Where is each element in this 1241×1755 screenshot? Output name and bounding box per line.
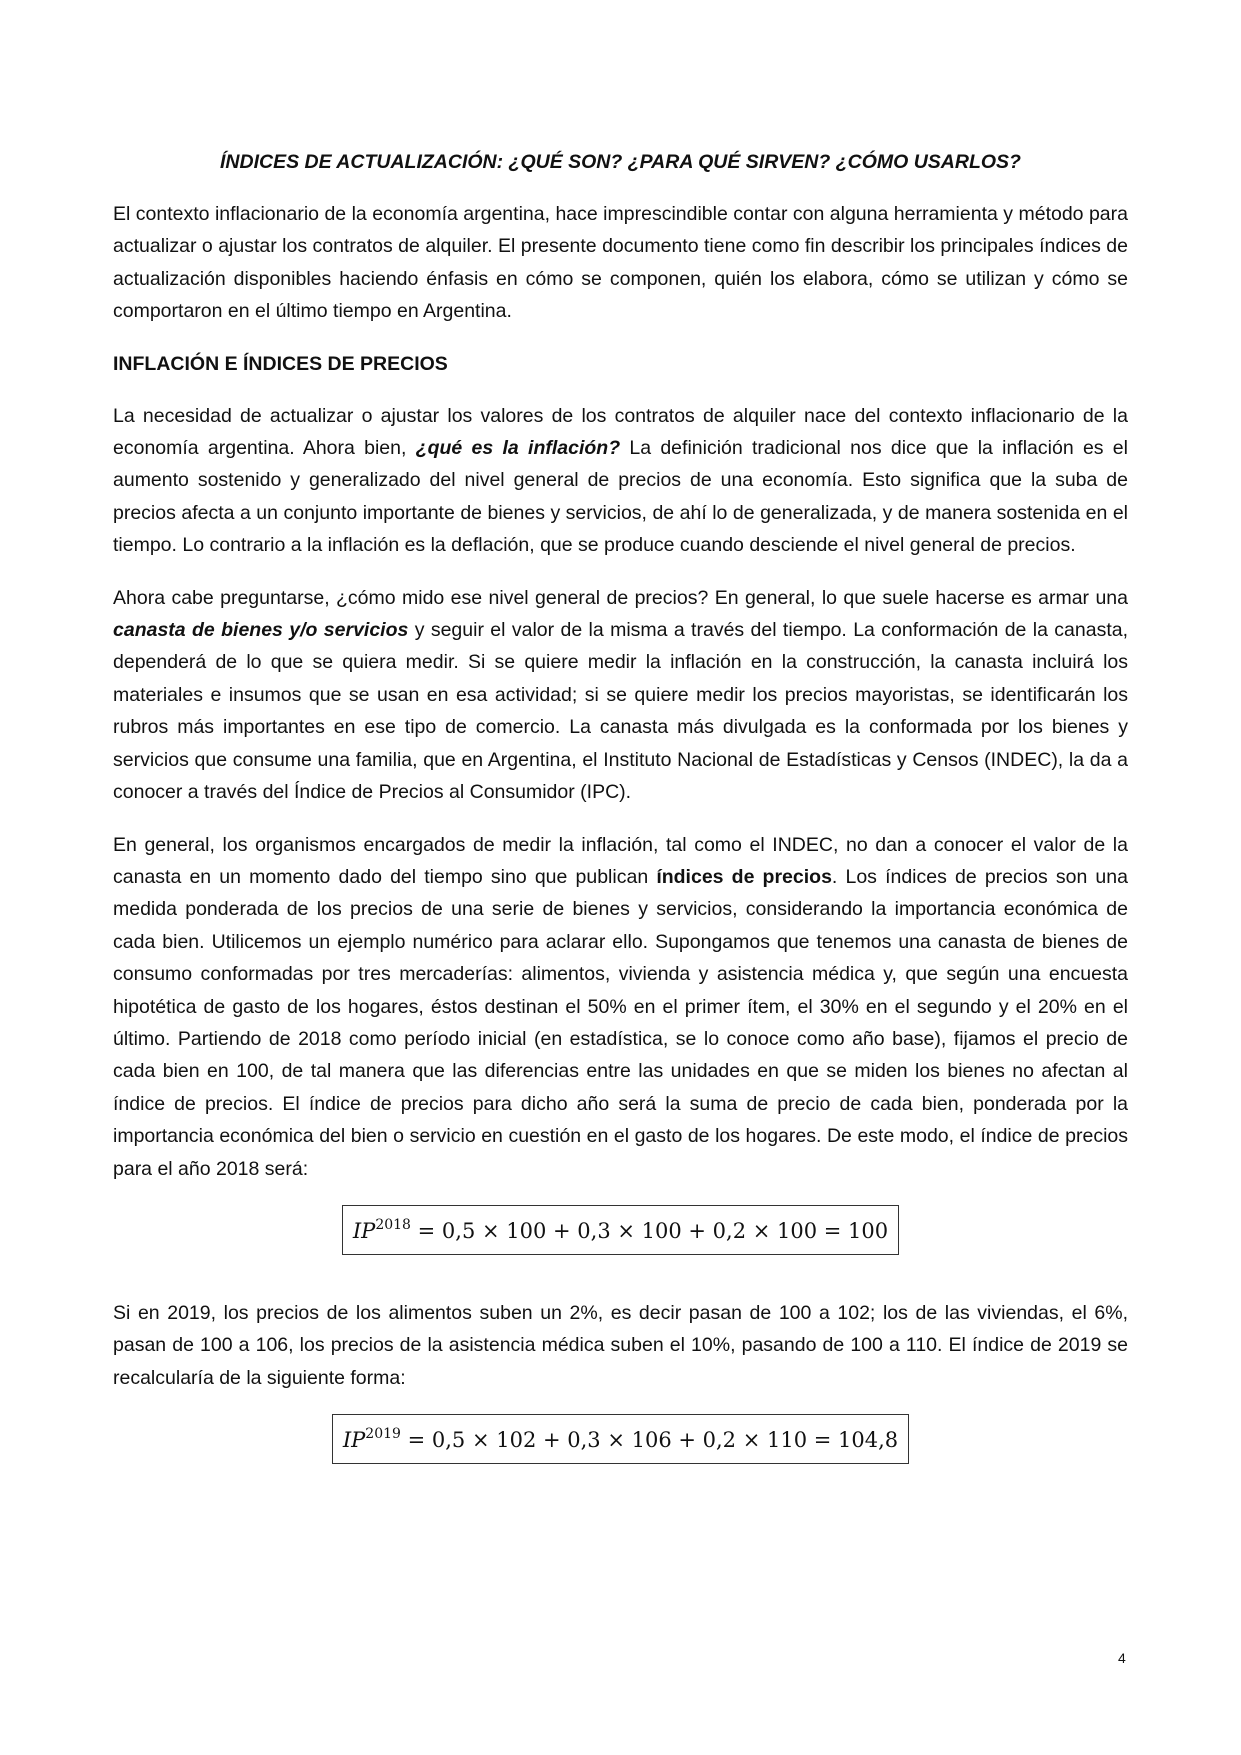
- formula-expression: = 0,5 × 102 + 0,3 × 106 + 0,2 × 110 = 104,8: [407, 1428, 899, 1453]
- paragraph-basket: [113, 582, 1128, 809]
- paragraph-text: y seguir el valor de la misma a través del tiempo. La conformación de la canasta, dependerá de lo que se quiera medir. Si se quiere medir la inflación en la construcción, la canasta incluirá los materiales e insumos que se usan en esa actividad; si se quiere medir los precios mayoristas, se identificarán los rubros más importantes en ese tipo de comercio. La canasta más divulgada es la conformada por los bienes y servicios que consume una familia, que en Argentina, el Instituto Nacional de Estadísticas y Censos (INDEC), la da a conocer a través del Índice de Precios al Consumidor (IPC).: [113, 619, 1128, 804]
- intro-paragraph: El contexto inflacionario de la economía argentina, hace imprescindible contar con alguna herramienta y método para actualizar o ajustar los contratos de alquiler. El presente documento tiene como fin describir los principales índices de actualización disponibles haciendo énfasis en cómo se componen, quién los elabora, cómo se utilizan y cómo se comportaron en el último tiempo en Argentina.: [113, 203, 1128, 323]
- paragraph-price-index: [113, 829, 1128, 1185]
- formula-symbol: IP: [342, 1428, 366, 1453]
- formula-2019-wrapper: [113, 1414, 1128, 1464]
- page-number: 4: [1118, 1650, 1126, 1666]
- formula-year: 2019: [365, 1426, 401, 1443]
- paragraph-text: . Los índices de precios son una medida ponderada de los precios de una serie de bienes y servicios, considerando la importancia económica de cada bien. Utilicemos un ejemplo numérico para aclarar ello. Supongamos que tenemos una canasta de bienes de consumo conformadas por tres mercaderías: alimentos, vivienda y asistencia médica y, que según una encuesta hipotética de gasto de los hogares, éstos destinan el 50% en el primer ítem, el 30% en el segundo y el 20% en el último. Partiendo de 2018 como período inicial (en estadística, se lo conoce como año base), fijamos el precio de cada bien en 100, de tal manera que las diferencias entre las unidades en que se miden los bienes no afectan al índice de precios. El índice de precios para dicho año será la suma de precio de cada bien, ponderada por la importancia económica del bien o servicio en cuestión en el gasto de los hogares. De este modo, el índice de precios para el año 2018 será:: [113, 865, 1128, 1180]
- formula-2018: [342, 1205, 899, 1255]
- emphasis-price-index: índices de precios: [656, 865, 832, 888]
- emphasis-question: ¿qué es la inflación?: [415, 437, 621, 460]
- document-title: ÍNDICES DE ACTUALIZACIÓN: ¿QUÉ SON? ¿PARA QUÉ SIRVEN? ¿CÓMO USARLOS?: [220, 151, 1021, 173]
- formula-expression: = 0,5 × 100 + 0,3 × 100 + 0,2 × 100 = 100: [417, 1218, 889, 1243]
- formula-2019: [332, 1414, 909, 1464]
- paragraph-text: En general, los organismos encargados de medir la inflación, tal como el INDEC, no dan a conocer el valor de la canasta en un momento dado del tiempo sino que publican: [113, 833, 1128, 888]
- paragraph-text: Ahora cabe preguntarse, ¿cómo mido ese nivel general de precios? En general, lo que suele hacerse es armar una: [113, 586, 1128, 609]
- formula-year: 2018: [375, 1216, 411, 1233]
- paragraph-text: La necesidad de actualizar o ajustar los valores de los contratos de alquiler nace del contexto inflacionario de la economía argentina. Ahora bien,: [113, 404, 1128, 460]
- paragraph-inflation-definition: [113, 400, 1128, 562]
- section-heading: INFLACIÓN E ÍNDICES DE PRECIOS: [113, 352, 448, 375]
- emphasis-basket: canasta de bienes y/o servicios: [113, 619, 409, 642]
- paragraph-2019-example: Si en 2019, los precios de los alimentos suben un 2%, es decir pasan de 100 a 102; los de las viviendas, el 6%, pasan de 100 a 106, los precios de la asistencia médica suben el 10%, pasando de 100 a 110. El índice de 2019 se recalcularía de la siguiente forma:: [113, 1301, 1128, 1389]
- formula-symbol: IP: [352, 1218, 376, 1243]
- page-content: [113, 146, 1128, 1506]
- formula-2018-wrapper: [113, 1205, 1128, 1255]
- paragraph-text: La definición tradicional nos dice que la inflación es el aumento sostenido y generalizado del nivel general de precios de una economía. Esto significa que la suba de precios afecta a un conjunto importante de bienes y servicios, de ahí lo de generalizada, y de manera sostenida en el tiempo. Lo contrario a la inflación es la deflación, que se produce cuando desciende el nivel general de precios.: [113, 437, 1128, 557]
